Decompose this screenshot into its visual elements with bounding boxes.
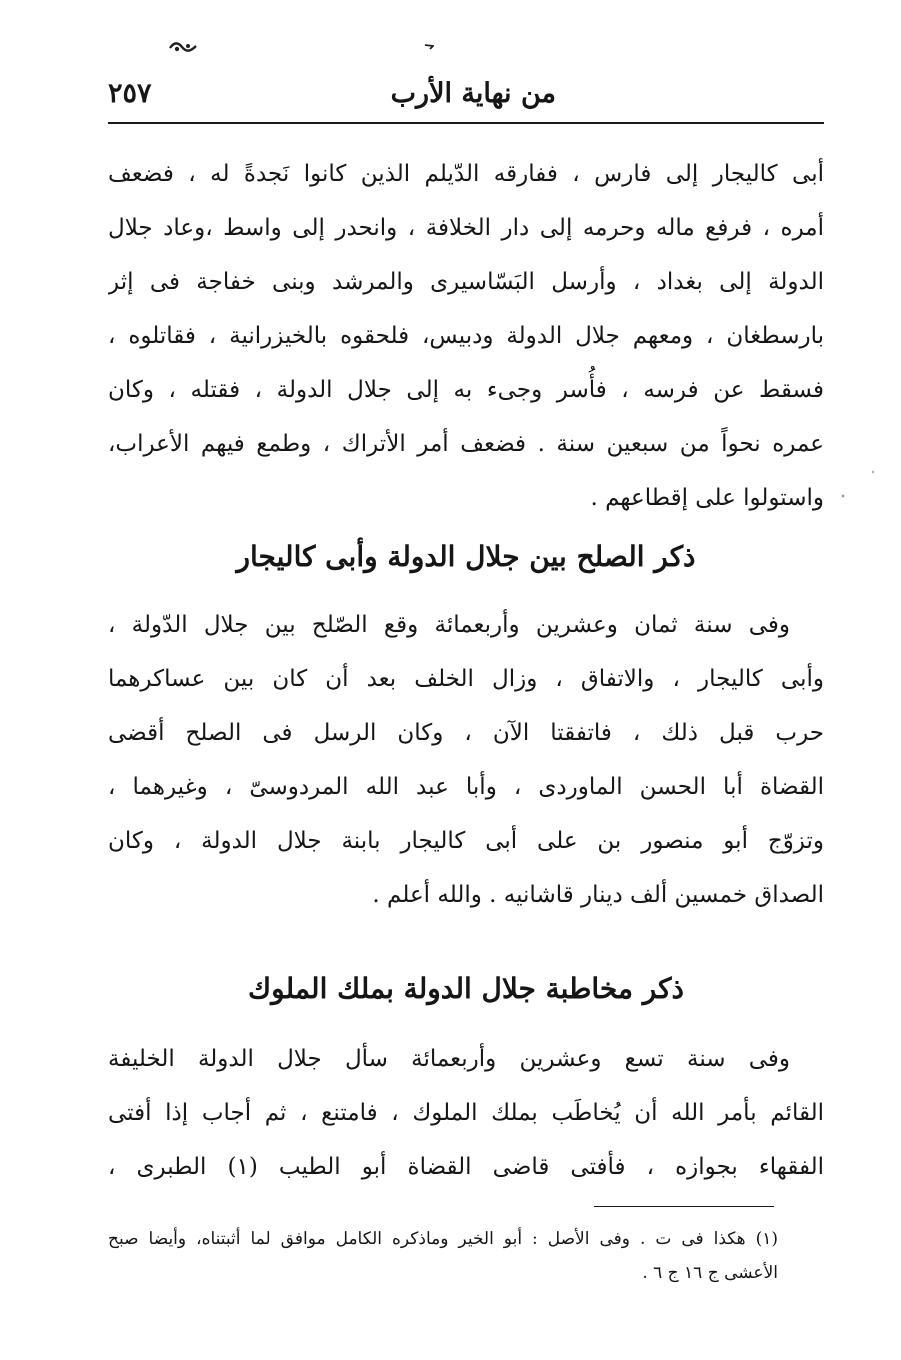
footnote <box>108 1222 778 1290</box>
footnote-line: (١) هكذا فى ت . وفى الأصل : أبو الخير وماذكره الكامل موافق لما أثبتناه، وأيضا صبح <box>108 1229 778 1249</box>
text-line: الفقهاء بجوازه ، فأفتى قاضى القضاة أبو الطيب (١) الطبرى ، <box>108 1154 824 1180</box>
text-line: القائم بأمر الله أن يُخاطَب بملك الملوك ، فامتنع ، ثم أجاب إذا أفتى <box>108 1100 824 1126</box>
text-line: وأبى كاليجار ، والاتفاق ، وزال الخلف بعد أن كان بين عساكرهما <box>108 666 824 692</box>
body-paragraph <box>108 598 824 922</box>
footnote-rule <box>594 1206 774 1207</box>
text-line: أبى كاليجار إلى فارس ، ففارقه الدّيلم الذين كانوا نَجدةً له ، فضعف <box>108 161 824 187</box>
text-line: بارسطغان ، ومعهم جلال الدولة ودبيس، فلحقوه بالخيزرانية ، فقاتلوه ، <box>108 323 824 349</box>
text-line: وفى سنة ثمان وعشرين وأربعمائة وقع الصّلح بين جلال الدّولة ، <box>108 612 790 638</box>
header-rule <box>108 122 824 124</box>
scan-speck-icon <box>870 470 876 474</box>
body-paragraph <box>108 147 824 525</box>
text-line: عمره نحواً من سبعين سنة . فضعف أمر الأتراك ، وطمع فيهم الأعراب، <box>108 431 824 457</box>
text-line: فسقط عن فرسه ، فأُسر وجىء به إلى جلال الدولة ، فقتله ، وكان <box>108 377 824 403</box>
section-heading: ذكر الصلح بين جلال الدولة وأبى كاليجار <box>236 540 696 573</box>
print-mark-icon <box>424 44 434 50</box>
scan-speck-icon <box>840 494 846 498</box>
text-line: وفى سنة تسع وعشرين وأربعمائة سأل جلال الدولة الخليفة <box>108 1046 790 1072</box>
text-line: وتزوّج أبو منصور بن على أبى كاليجار بابنة جلال الدولة ، وكان <box>108 828 824 854</box>
text-line: الدولة إلى بغداد ، وأرسل البَسّاسيرى والمرشد وبنى خفاجة فى إثر <box>108 269 824 295</box>
ornament-icon <box>168 40 198 54</box>
footnote-line: الأعشى ج ١٦ ج ٦ . <box>642 1263 778 1283</box>
body-paragraph <box>108 1032 824 1194</box>
text-line: القضاة أبا الحسن الماوردى ، وأبا عبد الله المردوسىّ ، وغيرهما ، <box>108 774 824 800</box>
text-line: حرب قبل ذلك ، فاتفقتا الآن ، وكان الرسل فى الصلح أقضى <box>108 720 824 746</box>
text-line: واستولوا على إقطاعهم . <box>590 485 824 511</box>
section-heading: ذكر مخاطبة جلال الدولة بملك الملوك <box>248 972 684 1005</box>
running-title: من نهاية الأرب <box>390 78 556 109</box>
page-header <box>108 76 824 116</box>
text-line: الصداق خمسين ألف دينار قاشانيه . والله أعلم . <box>372 882 824 908</box>
page-number: ٢٥٧ <box>108 78 152 109</box>
text-line: أمره ، فرفع ماله وحرمه إلى دار الخلافة ، وانحدر إلى واسط ،وعاد جلال <box>108 215 824 241</box>
